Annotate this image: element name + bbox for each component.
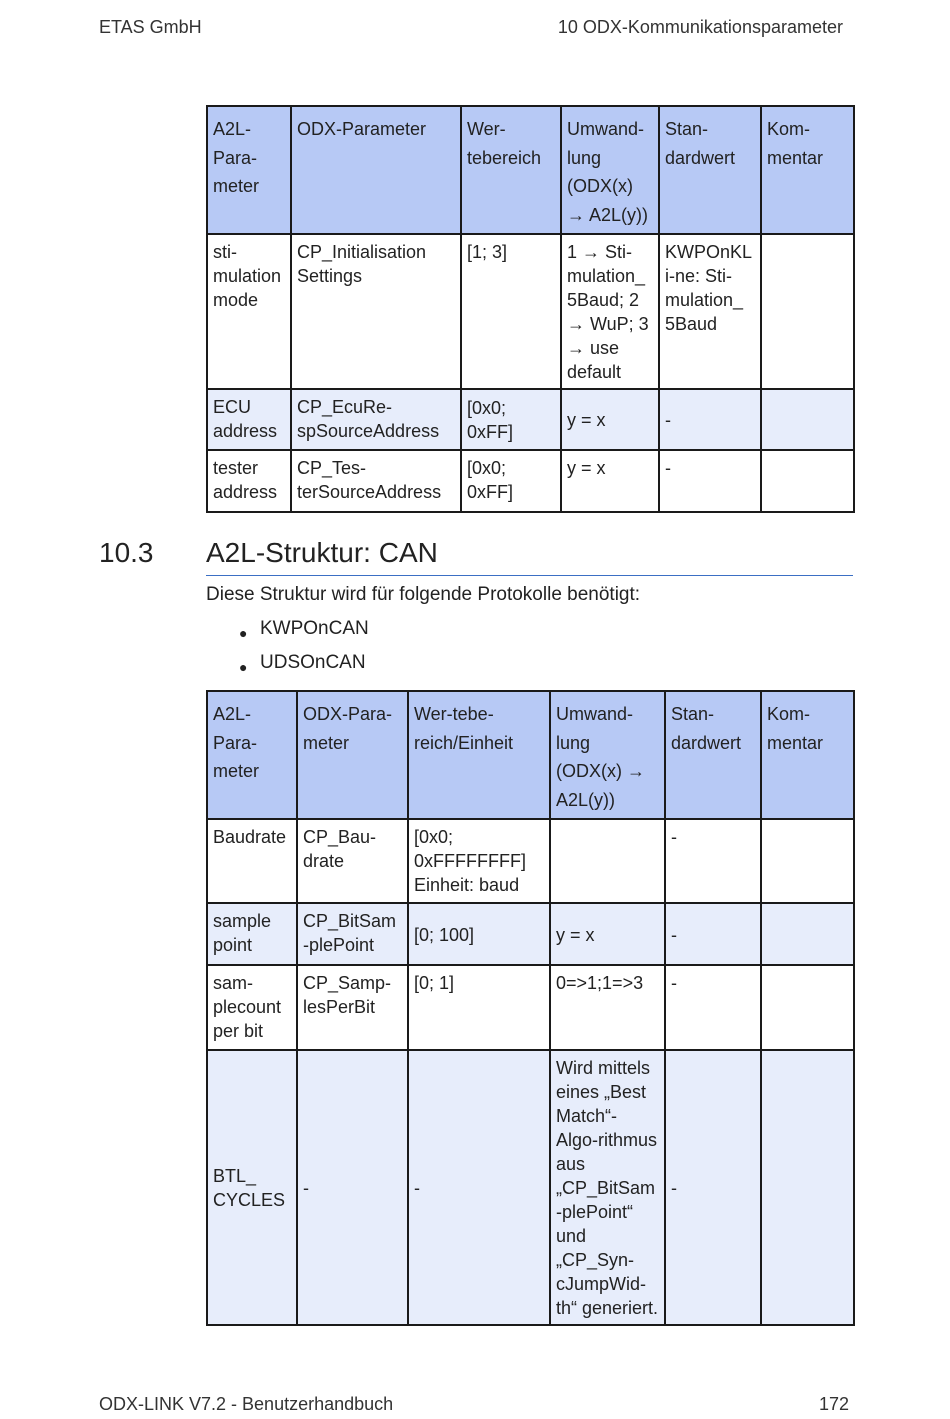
table-cell: [0x0; 0xFF] <box>461 450 561 512</box>
table-cell <box>761 450 854 512</box>
table-cell: Baudrate <box>207 819 297 903</box>
table-cell: CP_Tes-terSourceAddress <box>291 450 461 512</box>
table-cell: CP_Samp-lesPerBit <box>297 965 408 1050</box>
table-cell: tester address <box>207 450 291 512</box>
section-title: A2L-Struktur: CAN <box>206 537 438 568</box>
table-cell: BTL_ CYCLES <box>207 1050 297 1325</box>
table-cell: - <box>659 389 761 450</box>
table-row <box>207 389 854 450</box>
table-cell: 0=>1;1=>3 <box>550 965 665 1050</box>
column-header: ODX-Parameter <box>291 106 461 234</box>
table-cell <box>761 819 854 903</box>
running-header-chapter: 10 ODX-Kommunikationsparameter <box>557 17 843 37</box>
bullet-icon: ● <box>239 625 248 641</box>
table-cell: - <box>408 1050 550 1325</box>
column-header: Stan-dardwert <box>659 106 761 234</box>
running-footer-title: ODX-LINK V7.2 - Benutzerhandbuch <box>99 1394 394 1414</box>
table-cell: - <box>665 965 761 1050</box>
running-header-company: ETAS GmbH <box>99 17 202 37</box>
column-header: A2L-Para-meter <box>207 106 291 234</box>
table-cell <box>761 903 854 965</box>
column-header: ODX-Para-meter <box>297 691 408 819</box>
table-cell: [0; 1] <box>408 965 550 1050</box>
table-cell <box>761 389 854 450</box>
table-cell: sample point <box>207 903 297 965</box>
table-cell: [0x0; 0xFF] <box>461 389 561 450</box>
table-cell <box>761 234 854 389</box>
column-header: Umwand-lung (ODX(x) → A2L(y)) <box>550 691 665 819</box>
table-cell: CP_EcuRe-spSourceAddress <box>291 389 461 450</box>
table-cell: - <box>659 450 761 512</box>
table-cell <box>761 1050 854 1325</box>
list-item-label: KWPOnCAN <box>260 618 369 639</box>
table-row <box>207 819 854 903</box>
table-cell: [1; 3] <box>461 234 561 389</box>
table-cell <box>761 965 854 1050</box>
intro-paragraph: Diese Struktur wird für folgende Protokolle benötigt: <box>206 584 641 605</box>
section-number: 10.3 <box>99 537 154 568</box>
table-header-row <box>207 106 854 234</box>
parameter-table-can <box>206 690 855 1326</box>
table-row <box>207 234 854 389</box>
section-rule <box>206 575 853 576</box>
table-header-row <box>207 691 854 819</box>
table-row <box>207 450 854 512</box>
parameter-table-kline <box>206 105 855 513</box>
table-cell: CP_BitSam-plePoint <box>297 903 408 965</box>
table-cell: ECU address <box>207 389 291 450</box>
table-cell: 1 → Sti-mulation_ 5Baud; 2 → WuP; 3 → use default <box>561 234 659 389</box>
column-header: Umwand-lung (ODX(x) → A2L(y)) <box>561 106 659 234</box>
table-row <box>207 1050 854 1325</box>
column-header: A2L-Para-meter <box>207 691 297 819</box>
list-item-label: UDSOnCAN <box>260 652 366 673</box>
table-cell <box>550 819 665 903</box>
table-cell: - <box>665 1050 761 1325</box>
table-cell: Wird mittels eines „Best Match“-Algo-rithmus aus „CP_BitSam-plePoint“ und „CP_Syn-cJumpWid-th“ generiert. <box>550 1050 665 1325</box>
table-cell: CP_Initialisation Settings <box>291 234 461 389</box>
column-header: Kom-mentar <box>761 106 854 234</box>
table-cell: KWPOnKLi-ne: Sti-mulation_ 5Baud <box>659 234 761 389</box>
table-cell: y = x <box>561 450 659 512</box>
bullet-icon: ● <box>239 659 248 675</box>
table-cell: sti-mulation mode <box>207 234 291 389</box>
column-header: Stan-dardwert <box>665 691 761 819</box>
table-row <box>207 965 854 1050</box>
table-cell: [0x0; 0xFFFFFFFF] Einheit: baud <box>408 819 550 903</box>
column-header: Wer-tebereich <box>461 106 561 234</box>
table-cell: - <box>297 1050 408 1325</box>
table-cell: sam-plecount per bit <box>207 965 297 1050</box>
table-cell: - <box>665 903 761 965</box>
table-cell: [0; 100] <box>408 903 550 965</box>
page-number: 172 <box>818 1394 849 1414</box>
table-cell: y = x <box>550 903 665 965</box>
table-row <box>207 903 854 965</box>
table-cell: - <box>665 819 761 903</box>
column-header: Wer-tebe-reich/Einheit <box>408 691 550 819</box>
column-header: Kom-mentar <box>761 691 854 819</box>
table-cell: y = x <box>561 389 659 450</box>
table-cell: CP_Bau-drate <box>297 819 408 903</box>
